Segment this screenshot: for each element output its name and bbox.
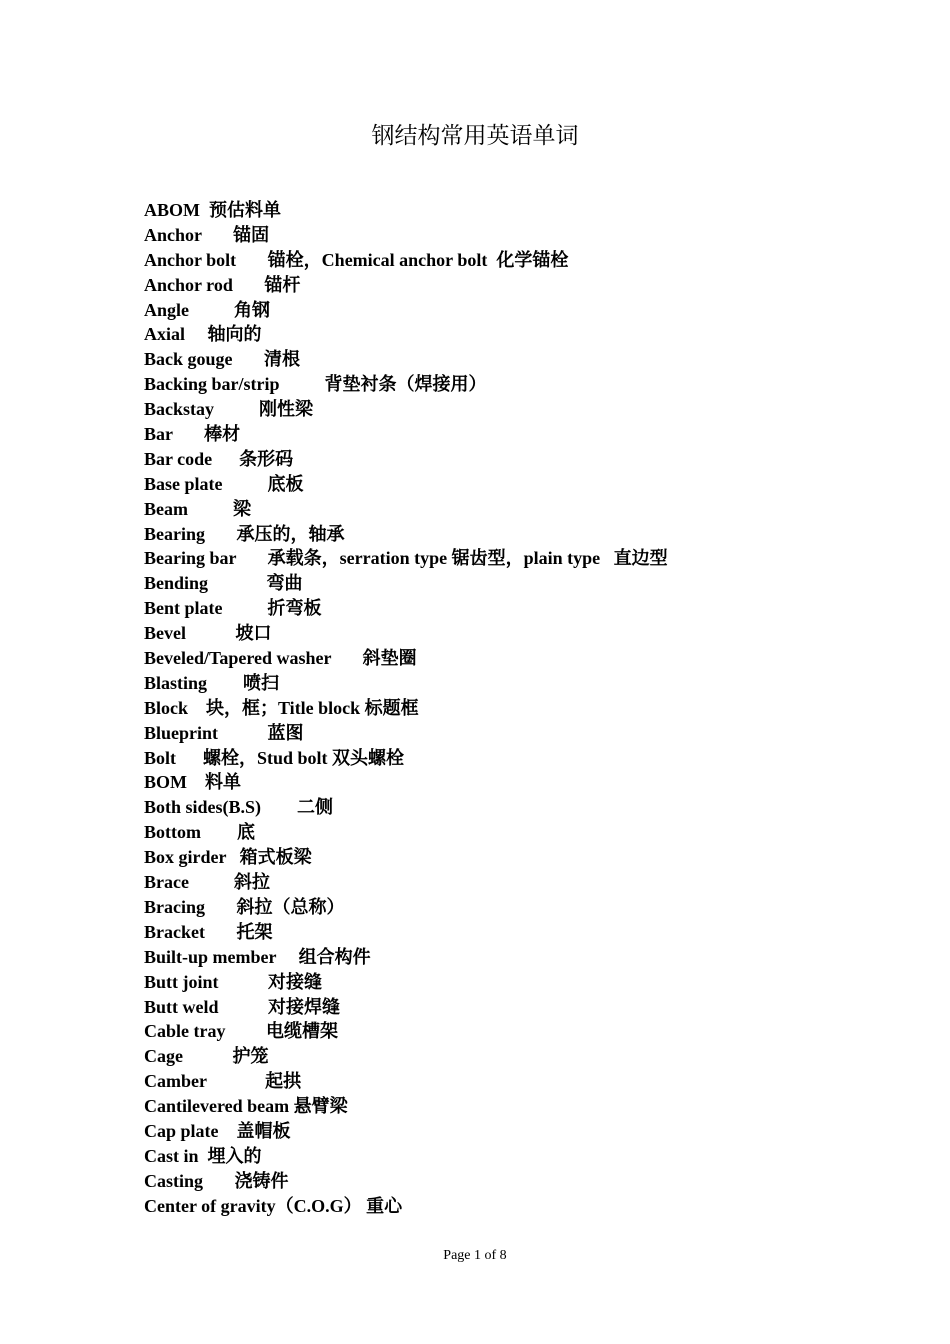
page-title: 钢结构常用英语单词 — [371, 123, 579, 148]
glossary-entry: Angle 角钢 — [144, 299, 270, 320]
glossary-entry: BOM 料单 — [144, 772, 241, 793]
glossary-entry: Cage 护笼 — [144, 1046, 269, 1067]
glossary-entry: Axial 轴向的 — [144, 324, 262, 345]
glossary-entry: Bevel 坡口 — [144, 623, 272, 644]
glossary-entry: Bracket 托架 — [144, 921, 273, 942]
glossary-entry: Anchor 锚固 — [144, 224, 270, 245]
glossary-entry: Both sides(B.S) 二侧 — [144, 797, 334, 818]
glossary-entry: Beam 梁 — [144, 498, 251, 519]
glossary-entry: Beveled/Tapered washer 斜垫圈 — [144, 648, 417, 669]
glossary-entry: Anchor bolt 锚栓，Chemical anchor bolt 化学锚栓 — [144, 249, 569, 270]
glossary-entry: Backing bar/strip 背垫衬条（焊接用） — [144, 374, 487, 395]
glossary-entry: Bending 弯曲 — [144, 573, 303, 594]
glossary-entry: Bottom 底 — [144, 822, 255, 843]
glossary-entry: Backstay 刚性梁 — [144, 399, 314, 420]
glossary-entry: Built-up member 组合构件 — [144, 946, 371, 967]
glossary-entry: ABOM 预估料单 — [144, 200, 281, 220]
glossary-entry: Anchor rod 锚杆 — [144, 274, 301, 295]
glossary-entry: Bent plate 折弯板 — [144, 598, 322, 619]
glossary-entry: Bearing 承压的，轴承 — [144, 523, 345, 544]
glossary-entry: Center of gravity（C.O.G） 重心 — [144, 1195, 403, 1216]
glossary-entry: Cap plate 盖帽板 — [144, 1120, 291, 1141]
glossary-entry: Blasting 喷扫 — [144, 672, 280, 693]
glossary-entry: Blueprint 蓝图 — [144, 722, 304, 743]
glossary-entry: Butt weld 对接焊缝 — [144, 996, 341, 1017]
glossary-entry: Butt joint 对接缝 — [144, 971, 323, 992]
glossary-entry: Back gouge 清根 — [144, 349, 301, 370]
glossary-entry: Camber 起拱 — [144, 1071, 302, 1092]
page-number: Page 1 of 8 — [443, 1248, 507, 1263]
glossary-entry: Casting 浇铸件 — [144, 1170, 289, 1191]
glossary-entry: Base plate 底板 — [144, 473, 304, 494]
glossary-entry: Bar code 条形码 — [144, 448, 294, 469]
glossary-entry: Block 块，框；Title block 标题框 — [144, 697, 419, 718]
glossary-entry: Bar 棒材 — [144, 424, 241, 445]
glossary-entry: Bracing 斜拉（总称） — [144, 896, 345, 917]
glossary-entry: Cable tray 电缆槽架 — [144, 1021, 338, 1042]
glossary-entry: Cantilevered beam 悬臂梁 — [144, 1096, 348, 1117]
glossary-entry: Bolt 螺栓，Stud bolt 双头螺栓 — [144, 747, 405, 768]
glossary-list — [144, 198, 864, 1219]
glossary-entry: Bearing bar 承载条，serration type 锯齿型，plain type 直边型 — [144, 548, 668, 569]
glossary-entry: Brace 斜拉 — [144, 872, 270, 893]
glossary-entry: Cast in 埋入的 — [144, 1145, 262, 1166]
glossary-entry: Box girder 箱式板梁 — [144, 847, 312, 868]
